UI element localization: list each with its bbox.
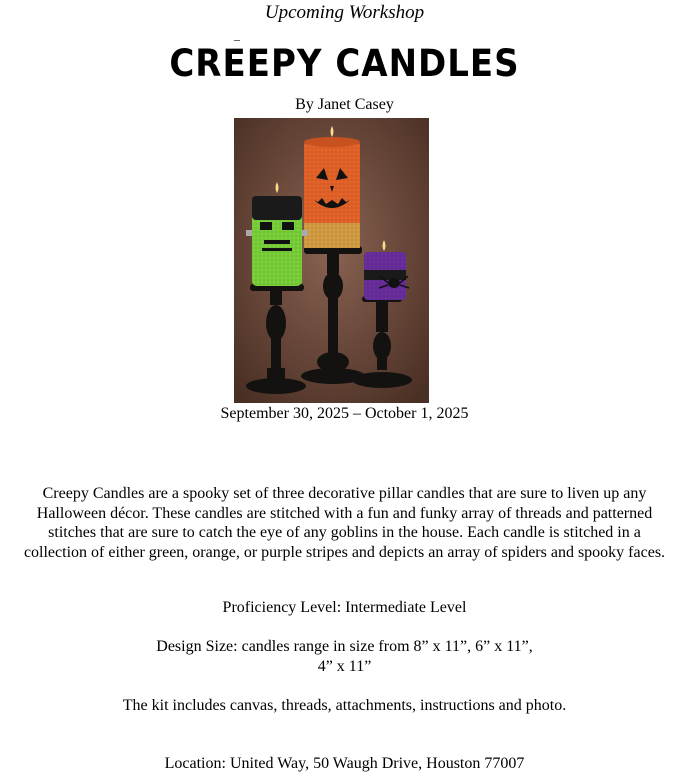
event-dates: September 30, 2025 – October 1, 2025 xyxy=(220,405,469,422)
proficiency-level: Proficiency Level: Intermediate Level xyxy=(222,599,467,616)
design-size xyxy=(0,637,689,676)
page-title: CREEPY CANDLES xyxy=(169,42,520,86)
dash-mark: _ xyxy=(234,28,240,42)
design-size-line-2: 4” x 11” xyxy=(317,657,372,675)
workshop-subtitle: Upcoming Workshop xyxy=(264,2,425,23)
author-byline: By Janet Casey xyxy=(295,96,394,113)
candles-photo xyxy=(234,118,429,403)
kit-contents: The kit includes canvas, threads, attachments, instructions and photo. xyxy=(122,697,567,714)
orange-pumpkin-candle xyxy=(304,126,360,248)
green-frankenstein-candle xyxy=(246,182,308,286)
workshop-location: Location: United Way, 50 Waugh Drive, Houston 77007 xyxy=(164,755,525,772)
workshop-description: Creepy Candles are a spooky set of three decorative pillar candles that are sure to liven up any Halloween décor. These candles are stitched with a fun and funky array of threads and patterned stitches that are sure to catch the eye of any goblins in the house. Each candle is stitched in a collection of either green, orange, or purple stripes and depicts an array of spiders and spooky faces. xyxy=(23,485,666,561)
design-size-line-1: Design Size: candles range in size from 8” x 11”, 6” x 11”, xyxy=(156,638,533,655)
